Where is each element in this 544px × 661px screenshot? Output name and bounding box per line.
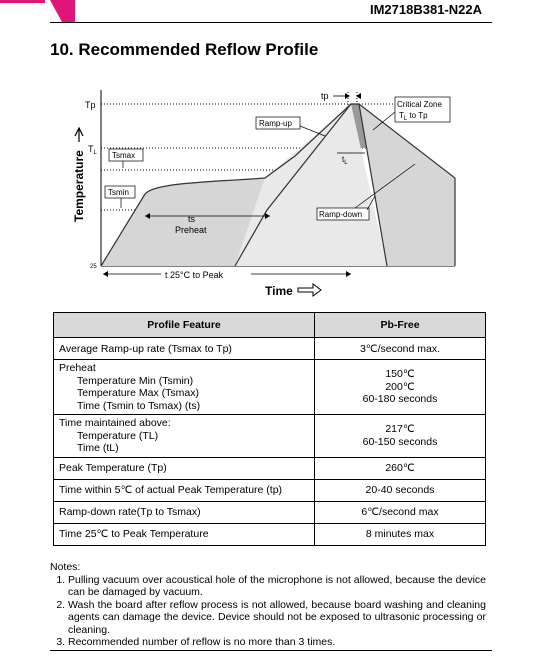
- note-item: 1. Pulling vacuum over acoustical hole of the microphone is not allowed, because the device can be damaged by vacuum.: [68, 574, 486, 599]
- label-t25-to-peak: t 25°C to Peak: [165, 270, 224, 280]
- label-Tsmax: Tsmax: [112, 151, 136, 160]
- table-row: [54, 523, 486, 545]
- feature-cell: Average Ramp-up rate (Tsmax to Tp): [54, 338, 315, 360]
- note-item: 3. Recommended number of reflow is no more than 3 times.: [68, 636, 486, 649]
- label-Tp: Tp: [85, 100, 96, 110]
- table-row: [54, 338, 486, 360]
- value-cell: 150℃ 200℃ 60-180 seconds: [315, 360, 486, 415]
- label-ramp-down: Ramp-down: [319, 210, 363, 219]
- y-axis-label: Temperature: [72, 150, 86, 222]
- feature-cell: Time within 5℃ of actual Peak Temperature (tp): [54, 479, 315, 501]
- table-row: [54, 479, 486, 501]
- label-TL-sub: L: [93, 150, 97, 156]
- header-profile-feature: Profile Feature: [54, 313, 315, 338]
- svg-text:TL: [88, 144, 98, 156]
- table-row: [54, 501, 486, 523]
- note-item: 2. Wash the board after reflow process is not allowed, because board washing and cleaning agents can damage the device. Device should not be exposed to ultrasonic processing or cleaning.: [68, 599, 486, 637]
- y-axis-arrow-icon: [75, 128, 83, 142]
- feature-cell: Peak Temperature (Tp): [54, 457, 315, 479]
- value-cell: 260℃: [315, 457, 486, 479]
- reflow-profile-table: [53, 312, 486, 546]
- footer-rule: [50, 650, 492, 651]
- label-critical-zone-sub: L: [403, 116, 408, 122]
- value-cell: 20-40 seconds: [315, 479, 486, 501]
- notes-list: [50, 574, 486, 649]
- feature-cell: Ramp-down rate(Tp to Tsmax): [54, 501, 315, 523]
- label-ts: ts: [188, 214, 196, 224]
- label-critical-zone-end: to Tp: [407, 111, 428, 120]
- feature-cell: Time 25℃ to Peak Temperature: [54, 523, 315, 545]
- value-cell: 3℃/second max.: [315, 338, 486, 360]
- label-preheat: Preheat: [175, 225, 207, 235]
- label-tp-top: tp: [321, 91, 329, 101]
- header-rule: [50, 22, 492, 23]
- section-title: 10. Recommended Reflow Profile: [50, 40, 319, 59]
- value-cell: 8 minutes max: [315, 523, 486, 545]
- company-logo: [0, 0, 75, 22]
- notes-section: [50, 561, 486, 649]
- label-tL-sub: L: [344, 160, 348, 166]
- label-origin-25: 25: [90, 264, 97, 270]
- x-axis-label: Time: [265, 284, 293, 298]
- notes-title: Notes:: [50, 561, 81, 573]
- table-row: [54, 415, 486, 458]
- value-cell: 217℃ 60-150 seconds: [315, 415, 486, 458]
- feature-cell: Time maintained above: Temperature (TL) Time (tL): [54, 415, 315, 458]
- label-TL: T: [88, 144, 94, 154]
- label-critical-zone: Critical Zone: [397, 100, 442, 109]
- label-tL: t: [342, 155, 345, 164]
- value-cell: 6℃/second max: [315, 501, 486, 523]
- x-axis-arrow-icon: [298, 284, 321, 296]
- reflow-profile-diagram: [55, 82, 485, 302]
- label-ramp-up: Ramp-up: [259, 119, 292, 128]
- label-Tsmin: Tsmin: [108, 188, 129, 197]
- table-row: [54, 360, 486, 415]
- table-header-row: [54, 313, 486, 338]
- document-id: IM2718B381-N22A: [369, 2, 482, 17]
- label-critical-zone-T: T: [399, 111, 404, 120]
- header-pb-free: Pb-Free: [315, 313, 486, 338]
- feature-cell: Preheat Temperature Min (Tsmin) Temperature Max (Tsmax) Time (Tsmin to Tsmax) (ts): [54, 360, 315, 415]
- table-row: [54, 457, 486, 479]
